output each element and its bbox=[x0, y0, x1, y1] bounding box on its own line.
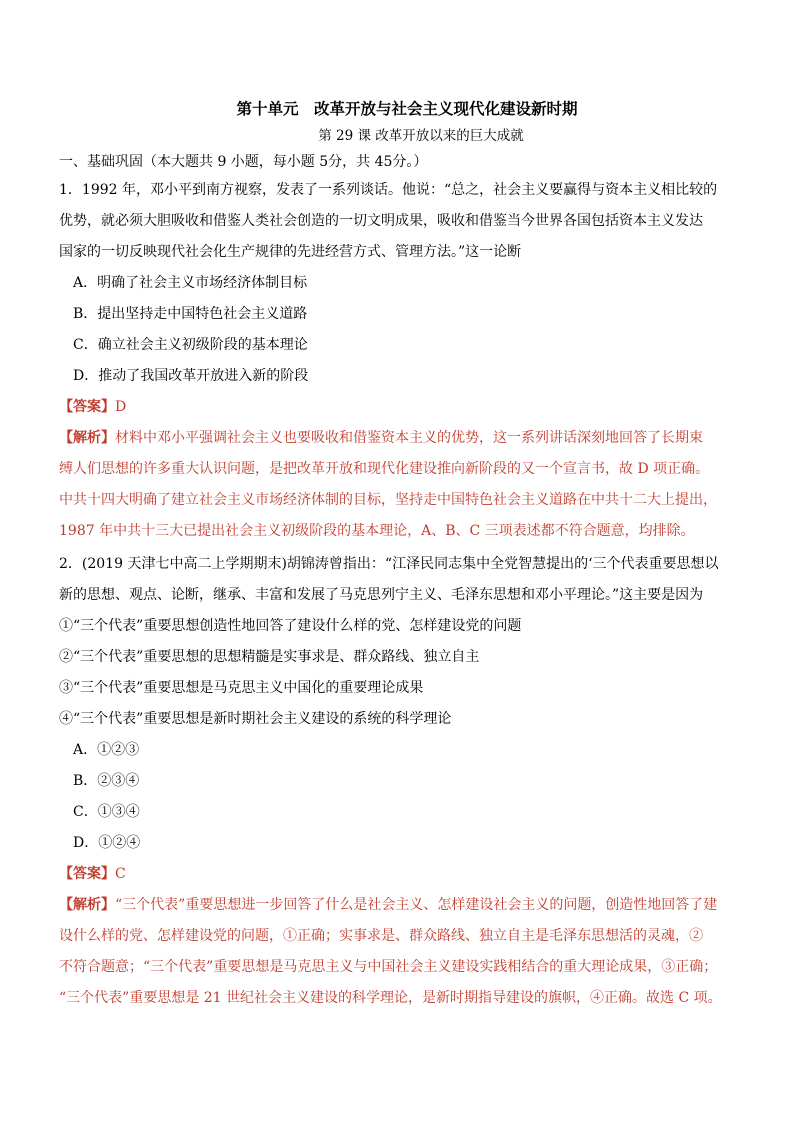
option-d: D．推动了我国改革开放进入新的阶段 bbox=[73, 368, 309, 384]
stem-line: 国家的一切反映现代社会化生产规律的先进经营方式、管理方法。”这一论断 bbox=[59, 244, 522, 260]
analysis-line: 不符合题意；“三个代表”重要思想是马克思主义与中国社会主义建设实践相结合的重大理论成果，③正确； bbox=[59, 959, 718, 975]
option-b: B．提出坚持走中国特色社会主义道路 bbox=[73, 306, 308, 322]
stem-line: 2．(2019 天津七中高二上学期期末)胡锦涛曾指出：“江泽民同志集中全党智慧提出的‘三个代表重要思想以 bbox=[59, 556, 719, 572]
stem-line: 1．1992 年，邓小平到南方视察，发表了一系列谈话。他说：“总之，社会主义要赢得与资本主义相比较的 bbox=[59, 182, 718, 198]
unit-title: 第十单元 改革开放与社会主义现代化建设新时期 bbox=[236, 99, 578, 118]
analysis-line: 设什么样的党、怎样建设党的问题，①正确；实事求是、群众路线、独立自主是毛泽东思想活的灵魂，② bbox=[59, 928, 703, 944]
analysis-label: 【解析】 bbox=[59, 430, 115, 446]
section-heading: 一、基础巩固（本大题共 9 小题，每小题 5分，共 45分。） bbox=[59, 154, 428, 170]
statement-4: ④“三个代表”重要思想是新时期社会主义建设的系统的科学理论 bbox=[59, 711, 452, 727]
analysis-line: “三个代表”重要思想是 21 世纪社会主义建设的科学理论，是新时期指导建设的旗帜，④正确。故选 C 项。 bbox=[59, 990, 722, 1006]
answer-value: C bbox=[115, 866, 126, 882]
question-1 bbox=[59, 175, 735, 547]
stem-line: 新的思想、观点、论断，继承、丰富和发展了马克思列宁主义、毛泽东思想和邓小平理论。”这主要是因为 bbox=[59, 587, 704, 603]
option-a: A．明确了社会主义市场经济体制目标 bbox=[73, 275, 308, 291]
analysis-line: 缚人们思想的许多重大认识问题，是把改革开放和现代化建设推向新阶段的又一个宣言书，故 D 项正确。 bbox=[59, 461, 710, 477]
stem-line: 优势，就必须大胆吸收和借鉴人类社会创造的一切文明成果，吸收和借鉴当今世界各国包括资本主义发达 bbox=[59, 213, 703, 229]
option-c: C．确立社会主义初级阶段的基本理论 bbox=[73, 337, 308, 353]
option-b: B．②③④ bbox=[73, 773, 140, 789]
question-stem bbox=[59, 175, 735, 268]
analysis-line: 中共十四大明确了建立社会主义市场经济体制的目标，坚持走中国特色社会主义道路在中共十二大上提出， bbox=[59, 492, 717, 508]
answer-label: 【答案】 bbox=[59, 399, 115, 415]
analysis-line bbox=[59, 423, 735, 454]
statement-3: ③“三个代表”重要思想是马克思主义中国化的重要理论成果 bbox=[59, 680, 424, 696]
analysis-block bbox=[59, 890, 735, 1014]
analysis-text: 材料中邓小平强调社会主义也要吸收和借鉴资本主义的优势，这一系列讲话深刻地回答了长期束 bbox=[115, 430, 703, 446]
lesson-title: 第 29 课 改革开放以来的巨大成就 bbox=[318, 128, 524, 144]
option-c: C．①③④ bbox=[73, 804, 140, 820]
answer-line bbox=[59, 859, 735, 890]
option-a: A．①②③ bbox=[73, 742, 140, 758]
option-d: D．①②④ bbox=[73, 835, 141, 851]
answer-label: 【答案】 bbox=[59, 866, 115, 882]
question-stem bbox=[59, 549, 735, 735]
answer-value: D bbox=[115, 399, 127, 415]
document-content bbox=[59, 98, 735, 1014]
analysis-label: 【解析】 bbox=[59, 897, 115, 913]
analysis-block bbox=[59, 423, 735, 547]
answer-line bbox=[59, 392, 735, 423]
statement-1: ①“三个代表”重要思想创造性地回答了建设什么样的党、怎样建设党的问题 bbox=[59, 618, 522, 634]
analysis-line: 1987 年中共十三大已提出社会主义初级阶段的基本理论，A、B、C 三项表述都不符合题意，均排除。 bbox=[59, 523, 695, 539]
analysis-text: “三个代表”重要思想进一步回答了什么是社会主义、怎样建设社会主义的问题，创造性地回答了建 bbox=[115, 897, 718, 913]
statement-2: ②“三个代表”重要思想的思想精髓是实事求是、群众路线、独立自主 bbox=[59, 649, 480, 665]
question-2 bbox=[59, 549, 735, 1014]
analysis-line bbox=[59, 890, 735, 921]
